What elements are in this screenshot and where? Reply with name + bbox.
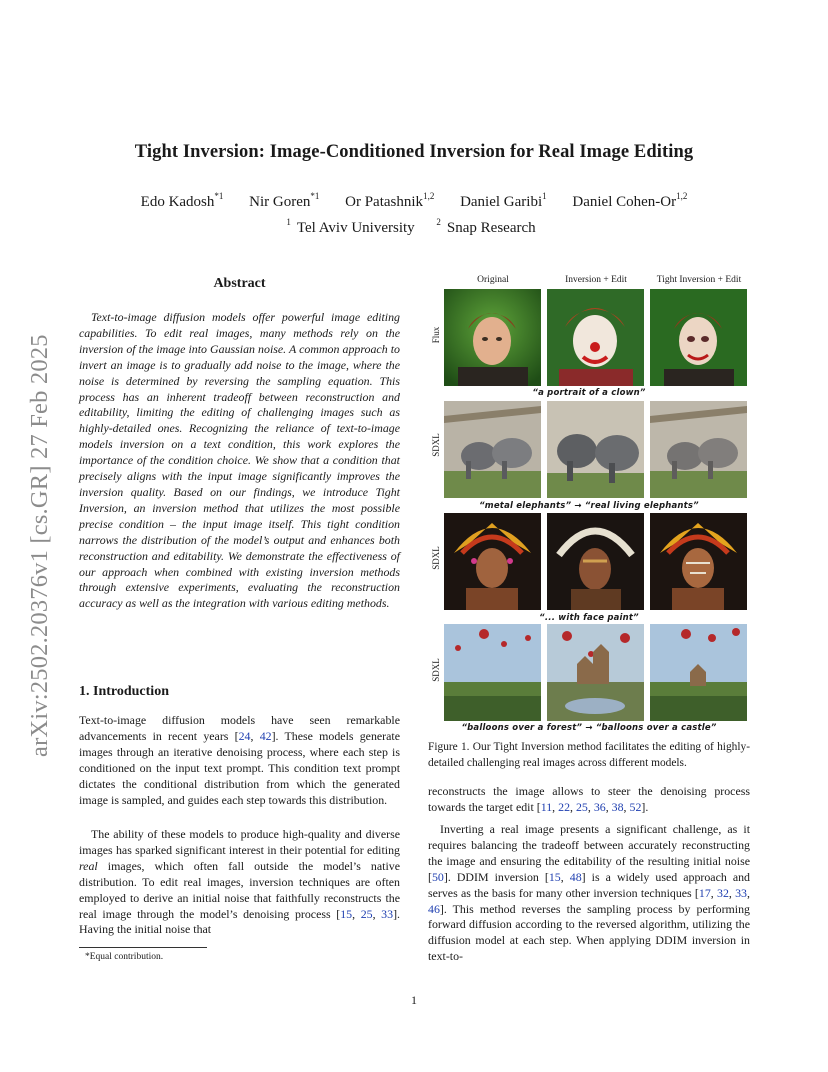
- citation-link[interactable]: 15: [548, 869, 561, 884]
- row-model-label: SDXL: [431, 433, 441, 457]
- row-prompt-caption: “... with face paint”: [539, 613, 639, 623]
- affiliation: [436, 217, 541, 236]
- column-header: Tight Inversion + Edit: [656, 275, 742, 285]
- abstract-heading: Abstract: [213, 276, 266, 291]
- author-name: Daniel Cohen-Or: [572, 194, 677, 210]
- text-run: images, which often fall outside the model’s native distribution. To edit real images, inversion techniques are often employed to derive an initial noise that faithfully reconstructs the real image through the model’s denoising process [: [79, 858, 400, 921]
- figure-image-tight-inversion-edit: [650, 401, 747, 498]
- author: [572, 191, 688, 210]
- author-name: Nir Goren: [249, 194, 311, 210]
- arxiv-stamp: arXiv:2502.20376v1 [cs.GR] 27 Feb 2025: [26, 334, 53, 757]
- author-list: [0, 191, 828, 211]
- text-run: ]. Having the initial noise that: [79, 906, 400, 937]
- text-run: ,: [250, 728, 260, 743]
- text-run: ]. These models generate images through an iterative denoising process, where each step is conditioned on the input text prompt. This condition text prompt dictates the conditional distribution from which the generated image is sampled, and guides each step towards this distribution.: [79, 728, 401, 807]
- affiliation-name: Snap Research: [446, 220, 536, 236]
- author: [249, 191, 320, 210]
- citation-link[interactable]: 33: [735, 885, 747, 900]
- row-model-label: Flux: [431, 326, 441, 344]
- text-run: ]. This method reverses the sampling process by performing forward diffusion according to the reversed algorithm, utilizing the diffusion model at each step. When applying DDIM inversion in text-to-: [428, 901, 750, 964]
- affiliation-list: [0, 217, 828, 237]
- author-sup: *1: [310, 191, 320, 201]
- author-sup: 1: [542, 191, 547, 201]
- figure-image-inversion-edit: [547, 289, 644, 386]
- text-run: ] is a widely used approach and serves as the basis for many other inversion techniques [: [428, 869, 751, 900]
- figure-image-original: [444, 513, 541, 610]
- citation-link[interactable]: 48: [569, 869, 582, 884]
- figure-1: [428, 275, 750, 735]
- intro-paragraph-2: The ability of these models to produce high-quality and diverse images has sparked significant interest in their potential for editing real images, which often fall outside the model’s native distribution. To edit real images, inversion techniques are often employed to derive an initial noise that faithfully reconstructs the real image through the model’s denoising process [15, 25, 33]. Having the initial noise that: [79, 827, 400, 937]
- text-run: Text-to-image diffusion models have seen remarkable advancements in recent years [: [79, 713, 400, 743]
- row-model-label: SDXL: [431, 658, 441, 682]
- footnote-rule: [79, 947, 207, 948]
- paper-title: Tight Inversion: Image-Conditioned Inversion for Real Image Editing: [134, 142, 694, 162]
- figure-image-tight-inversion-edit: [650, 289, 747, 386]
- affiliation-name: Tel Aviv University: [296, 220, 415, 236]
- citation-link[interactable]: 17: [698, 885, 711, 900]
- row-prompt-caption: “a portrait of a clown”: [532, 388, 646, 398]
- row-model-label: SDXL: [431, 546, 441, 570]
- author: [140, 191, 224, 210]
- text-run: Inverting a real image presents a significant challenge, as it requires balancing the tradeoff between accurately reconstructing the image and ensuring the editability of the resulting initial noise [: [428, 822, 750, 884]
- author-name: Daniel Garibi: [460, 194, 543, 210]
- emphasis: real: [79, 858, 98, 873]
- citation-link[interactable]: 50: [431, 869, 444, 884]
- author-name: Edo Kadosh: [140, 194, 215, 210]
- right-paragraph-2: Inverting a real image presents a significant challenge, as it requires balancing the tradeoff between accurately reconstructing the image and ensuring the editability of the resulting initial noise [50]. DDIM inversion [15, 48] is a widely used approach and serves as the basis for many other inversion techniques [17, 32, 33, 46]. This method reverses the sampling process by performing forward diffusion according to the reversed algorithm, utilizing the diffusion model at each step. When applying DDIM inversion in text-to-: [428, 822, 751, 964]
- citation-link[interactable]: 25: [575, 799, 588, 814]
- figure-image-inversion-edit: [547, 513, 644, 610]
- text-run: ].: [641, 799, 649, 814]
- figure-image-original: [444, 401, 541, 498]
- citation-link[interactable]: 15: [340, 906, 353, 921]
- figure-caption: Figure 1. Our Tight Inversion method facilitates the editing of highly-detailed challenging real images across different models.: [428, 741, 750, 769]
- author-sup: 1,2: [676, 191, 688, 201]
- row-prompt-caption: “metal elephants” → “real living elephants”: [479, 501, 699, 511]
- affiliation-sup: 2: [436, 217, 441, 227]
- affiliation-sup: 1: [286, 217, 291, 227]
- column-header: Inversion + Edit: [565, 275, 627, 285]
- citation-link[interactable]: 42: [259, 728, 272, 743]
- citation-link[interactable]: 36: [593, 799, 606, 814]
- right-paragraph-1: reconstructs the image allows to steer the denoising process towards the target edit [11, 22, 25, 36, 38, 52].: [428, 784, 750, 814]
- figure-image-inversion-edit: [547, 401, 644, 498]
- citation-link[interactable]: 52: [629, 799, 642, 814]
- page-number: 1: [411, 993, 417, 1007]
- citation-link[interactable]: 38: [611, 799, 624, 814]
- citation-link[interactable]: 11: [540, 799, 553, 814]
- intro-paragraph-1: [79, 713, 400, 808]
- intro-heading: 1. Introduction: [79, 684, 169, 699]
- text-run: reconstructs the image allows to steer the denoising process towards the target edit [: [428, 784, 750, 814]
- text-run: The ability of these models to produce high-quality and diverse images has sparked significant interest in their potential for editing: [79, 827, 400, 857]
- row-prompt-caption: “balloons over a forest” → “balloons over a castle”: [461, 723, 717, 733]
- text-run: ]. DDIM inversion [: [443, 869, 549, 884]
- figure-image-tight-inversion-edit: [650, 513, 747, 610]
- citation-link[interactable]: 22: [558, 799, 571, 814]
- figure-image-inversion-edit: [547, 624, 644, 721]
- citation-link[interactable]: 46: [428, 901, 440, 916]
- citation-link[interactable]: 25: [360, 906, 373, 921]
- figure-image-original: [444, 289, 541, 386]
- author-sup: *1: [214, 191, 224, 201]
- affiliation: [286, 217, 420, 236]
- figure-image-original: [444, 624, 541, 721]
- citation-link[interactable]: 32: [717, 885, 729, 900]
- figure-image-tight-inversion-edit: [650, 624, 747, 721]
- author-name: Or Patashnik: [345, 194, 424, 210]
- column-header: Original: [477, 275, 509, 285]
- author-sup: 1,2: [423, 191, 435, 201]
- citation-link[interactable]: 24: [238, 728, 251, 743]
- author: [345, 191, 435, 210]
- abstract-text: Text-to-image diffusion models offer powerful image editing capabilities. To edit real images, many methods rely on the inversion of the image into Gaussian noise. A common approach to invert an image is to gradually add noise to the image, where the noise is determined by reversing the sampling equation. This process has an inherent tradeoff between reconstruction and editability, limiting the editing of challenging images such as highly-detailed ones. Recognizing the reliance of text-to-image models inversion on a text condition, this work explores the importance of the condition choice. We show that a condition that precisely aligns with the input image significantly improves the inversion quality. Based on our findings, we introduce Tight Inversion, an inversion method that utilizes the most possible precise condition – the input image itself. This tight condition narrows the distribution of the model’s output and enhances both reconstruction and editability. We demonstrate the effectiveness of our approach when combined with existing inversion methods through extensive experiments, evaluating the reconstruction accuracy as well as the integration with various editing methods.: [79, 310, 400, 611]
- author: [460, 191, 547, 210]
- footnote: *Equal contribution.: [85, 952, 164, 962]
- citation-link[interactable]: 33: [381, 906, 394, 921]
